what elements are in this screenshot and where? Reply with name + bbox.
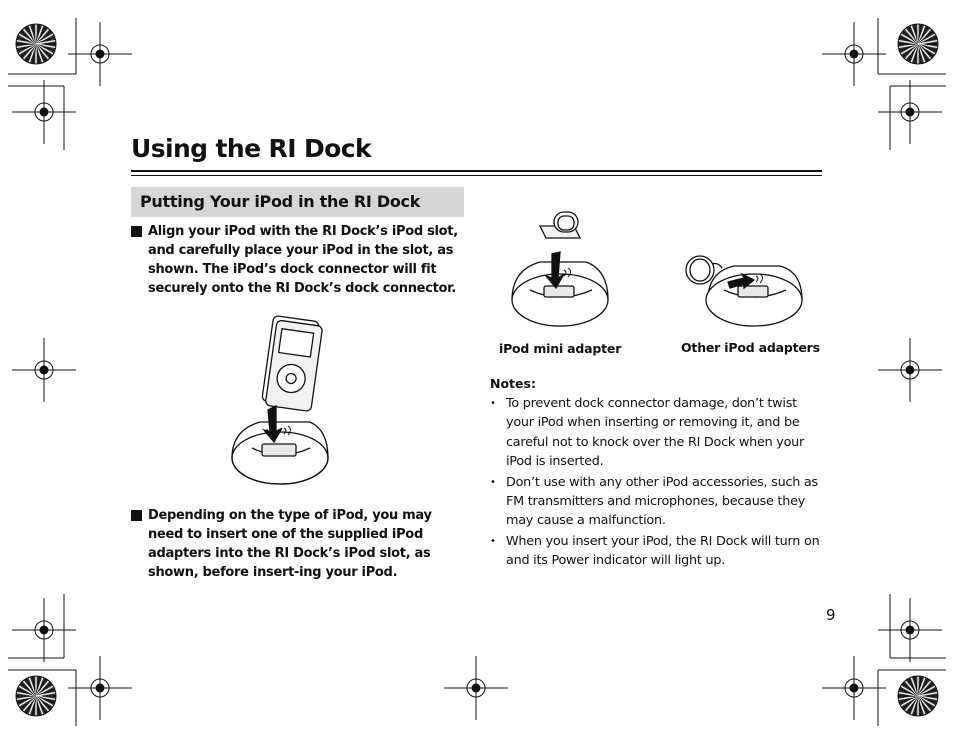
registration-target-icon (822, 656, 886, 720)
color-star-target-icon (16, 24, 56, 64)
step-text: Depending on the type of iPod, you may need to insert one of the supplied iPod adapters into the RI Dock’s iPod slot, as shown, before insert-ing your iPod. (148, 508, 432, 580)
square-bullet-icon (131, 226, 142, 237)
registration-target-icon (12, 80, 76, 144)
page-title: Using the RI Dock (131, 134, 371, 163)
note-text: When you insert your iPod, the RI Dock will turn on and its Power indicator will light up. (506, 534, 820, 569)
registration-target-icon (12, 338, 76, 402)
figure-caption-mini-adapter: iPod mini adapter (499, 341, 622, 356)
registration-target-icon (822, 22, 886, 86)
registration-target-icon (68, 656, 132, 720)
color-star-target-icon (16, 676, 56, 716)
ipod-into-dock-illustration (228, 312, 338, 488)
registration-target-icon (878, 80, 942, 144)
color-star-target-icon (898, 24, 938, 64)
bullet-dot: • (490, 536, 496, 548)
notes-heading: Notes: (490, 376, 536, 391)
registration-target-icon (68, 22, 132, 86)
bullet-dot: • (490, 476, 496, 488)
notes-list (490, 394, 826, 572)
registration-target-icon (878, 338, 942, 402)
square-bullet-icon (131, 510, 142, 521)
section-heading: Putting Your iPod in the RI Dock (140, 192, 421, 211)
title-rule-thick (131, 170, 822, 172)
title-rule-thin (131, 175, 822, 176)
note-item (490, 532, 826, 571)
note-text: Don’t use with any other iPod accessories, such as FM transmitters and microphones, because they may cause a malfunction. (506, 474, 818, 529)
step-instruction-1 (148, 222, 473, 298)
ipod-mini-adapter-illustration (508, 208, 618, 332)
color-star-target-icon (898, 676, 938, 716)
note-item (490, 473, 826, 531)
note-item (490, 394, 826, 471)
note-text: To prevent dock connector damage, don’t twist your iPod when inserting or removing it, and be careful not to knock over the RI Dock when your iPod is inserted. (506, 396, 805, 469)
page-number: 9 (826, 606, 836, 624)
registration-target-icon (878, 598, 942, 662)
step-instruction-2 (148, 506, 466, 582)
registration-target-icon (444, 656, 508, 720)
bullet-dot: • (490, 398, 496, 409)
registration-target-icon (12, 598, 76, 662)
figure-caption-other-adapters: Other iPod adapters (681, 340, 820, 355)
other-ipod-adapters-illustration (682, 252, 808, 334)
step-text: Align your iPod with the RI Dock’s iPod slot, and carefully place your iPod in the slot, as shown. The iPod’s dock connector will fit securely onto the RI Dock’s dock connector. (148, 224, 458, 296)
